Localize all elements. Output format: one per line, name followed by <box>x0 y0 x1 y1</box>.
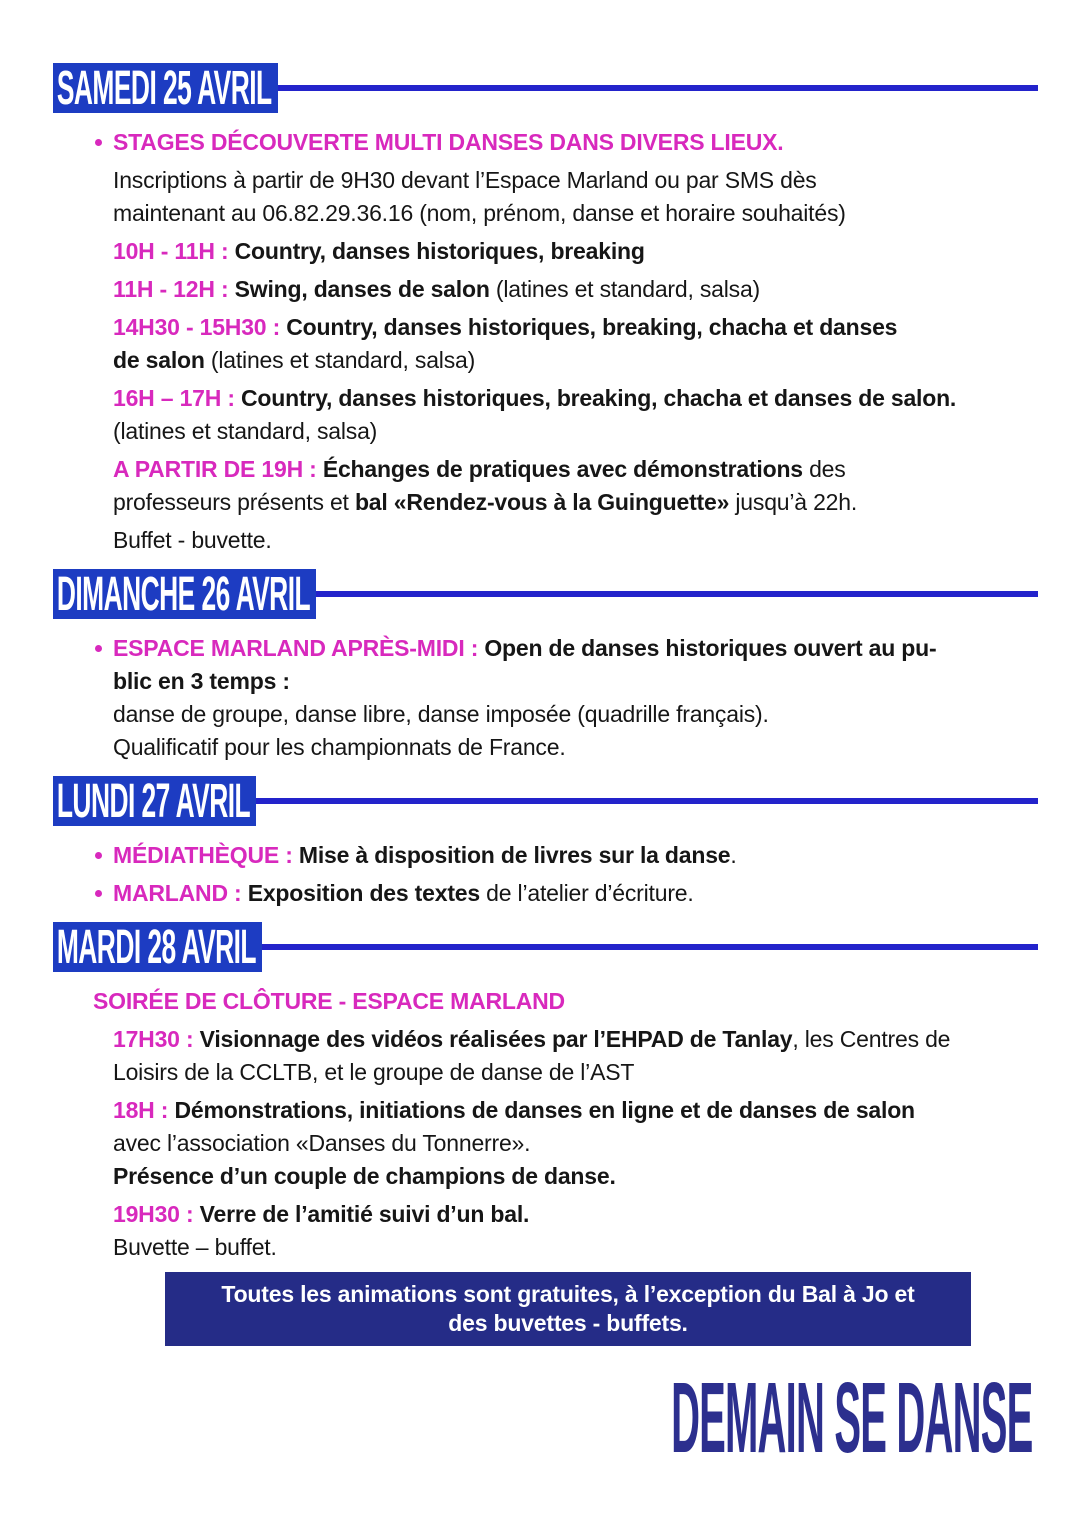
highlight-label: 16H – 17H : <box>113 385 241 411</box>
highlight-label: 11H - 12H : <box>113 276 235 302</box>
text-run: , les Centres de <box>792 1026 951 1052</box>
banner-line-1: Toutes les animations sont gratuites, à l’exception du Bal à Jo et <box>221 1281 915 1307</box>
event-block <box>113 877 1038 910</box>
section-title: MARDI 28 AVRIL <box>56 921 256 974</box>
highlight-label: 19H30 : <box>113 1201 200 1227</box>
section-title-box <box>53 63 278 113</box>
event-block <box>113 524 1038 557</box>
text-run: . <box>730 842 737 868</box>
highlight-label: A PARTIR DE 19H : <box>113 456 323 482</box>
text-run: de l’atelier d’écriture. <box>486 880 694 906</box>
text-run: maintenant au 06.82.29.36.16 (nom, prénom, danse et horaire souhaités) <box>113 200 846 226</box>
banner-line-2: des buvettes - buffets. <box>448 1310 688 1336</box>
highlight-label: ESPACE MARLAND APRÈS-MIDI : <box>113 635 485 661</box>
section-rule <box>278 85 1038 91</box>
section-title-box <box>53 922 262 972</box>
text-run: (latines et standard, salsa) <box>495 276 761 302</box>
highlight-label: 10H - 11H : <box>113 238 235 264</box>
event-block <box>93 985 1038 1018</box>
section-title-box <box>53 776 256 826</box>
section-dimanche-26-avril <box>53 569 1038 764</box>
text-run: professeurs présents et <box>113 489 355 515</box>
section-mardi-28-avril <box>53 922 1038 1264</box>
section-rule <box>316 591 1038 597</box>
text-run: jusqu’à 22h. <box>735 489 858 515</box>
text-run: Échanges de pratiques avec démonstrations <box>322 456 810 482</box>
event-block <box>113 1023 1038 1089</box>
text-run: Visionnage des vidéos réalisées par l’EHPAD de Tanlay <box>199 1026 793 1052</box>
section-title-box <box>53 569 316 619</box>
highlight-label: 18H : <box>113 1097 175 1123</box>
bullet-icon <box>95 645 102 652</box>
section-lundi-27-avril <box>53 776 1038 910</box>
text-run: Qualificatif pour les championnats de France. <box>113 734 566 760</box>
text-run: Buffet - buvette. <box>113 527 272 553</box>
text-run: blic en 3 temps : <box>113 668 290 694</box>
event-block <box>113 311 1038 377</box>
section-rule <box>256 798 1038 804</box>
text-run: des <box>809 456 846 482</box>
highlight-label: MARLAND : <box>113 880 248 906</box>
text-run: (latines et standard, salsa) <box>210 347 476 373</box>
highlight-label: 14H30 - 15H30 : <box>113 314 287 340</box>
event-block <box>113 273 1038 306</box>
event-block <box>113 126 1038 159</box>
highlight-label: SOIRÉE DE CLÔTURE - ESPACE MARLAND <box>93 988 565 1014</box>
text-run: Buvette – buffet. <box>113 1234 277 1260</box>
text-run: Open de danses historiques ouvert au pu- <box>484 635 937 661</box>
bullet-icon <box>95 890 102 897</box>
text-run: de salon <box>113 347 211 373</box>
highlight-label: 17H30 : <box>113 1026 200 1052</box>
text-run: Exposition des textes <box>247 880 487 906</box>
event-block <box>113 1198 1038 1264</box>
section-rule <box>262 944 1038 950</box>
section-header <box>53 63 1038 113</box>
section-header <box>53 922 1038 972</box>
event-block <box>113 839 1038 872</box>
bullet-icon <box>95 852 102 859</box>
logo-demain-se-danse: DEMAIN SE DANSE <box>670 1362 1032 1474</box>
event-block <box>113 453 1038 519</box>
text-run: Mise à disposition de livres sur la danse <box>298 842 731 868</box>
text-run: Loisirs de la CCLTB, et le groupe de danse de l’AST <box>113 1059 635 1085</box>
event-block <box>113 235 1038 268</box>
text-run: Country, danses historiques, breaking <box>234 238 645 264</box>
highlight-label: MÉDIATHÈQUE : <box>113 842 299 868</box>
event-block <box>113 632 1038 764</box>
bullet-icon <box>95 139 102 146</box>
text-run: (latines et standard, salsa) <box>113 418 378 444</box>
section-title: DIMANCHE 26 AVRIL <box>56 568 311 621</box>
text-run: Country, danses historiques, breaking, chacha et danses de salon. <box>241 385 957 411</box>
text-run: avec l’association «Danses du Tonnerre». <box>113 1130 531 1156</box>
text-run: Inscriptions à partir de 9H30 devant l’Espace Marland ou par SMS dès <box>113 167 817 193</box>
text-run: Swing, danses de salon <box>234 276 496 302</box>
info-banner <box>165 1272 971 1346</box>
section-title: LUNDI 27 AVRIL <box>56 775 251 828</box>
section-title: SAMEDI 25 AVRIL <box>56 62 272 115</box>
event-block <box>113 1094 1038 1193</box>
text-run: bal «Rendez-vous à la Guinguette» <box>354 489 736 515</box>
section-samedi-25-avril <box>53 63 1038 557</box>
text-run: Country, danses historiques, breaking, chacha et danses <box>286 314 898 340</box>
text-run: Démonstrations, initiations de danses en ligne et de danses de salon <box>174 1097 915 1123</box>
section-header <box>53 776 1038 826</box>
event-block <box>113 164 1038 230</box>
highlight-label: STAGES DÉCOUVERTE MULTI DANSES DANS DIVERS LIEUX. <box>113 129 784 155</box>
event-block <box>113 382 1038 448</box>
program-content <box>53 63 1038 1276</box>
text-run: Verre de l’amitié suivi d’un bal. <box>199 1201 530 1227</box>
text-run: Présence d’un couple de champions de danse. <box>113 1163 616 1189</box>
text-run: danse de groupe, danse libre, danse imposée (quadrille français). <box>113 701 769 727</box>
section-header <box>53 569 1038 619</box>
